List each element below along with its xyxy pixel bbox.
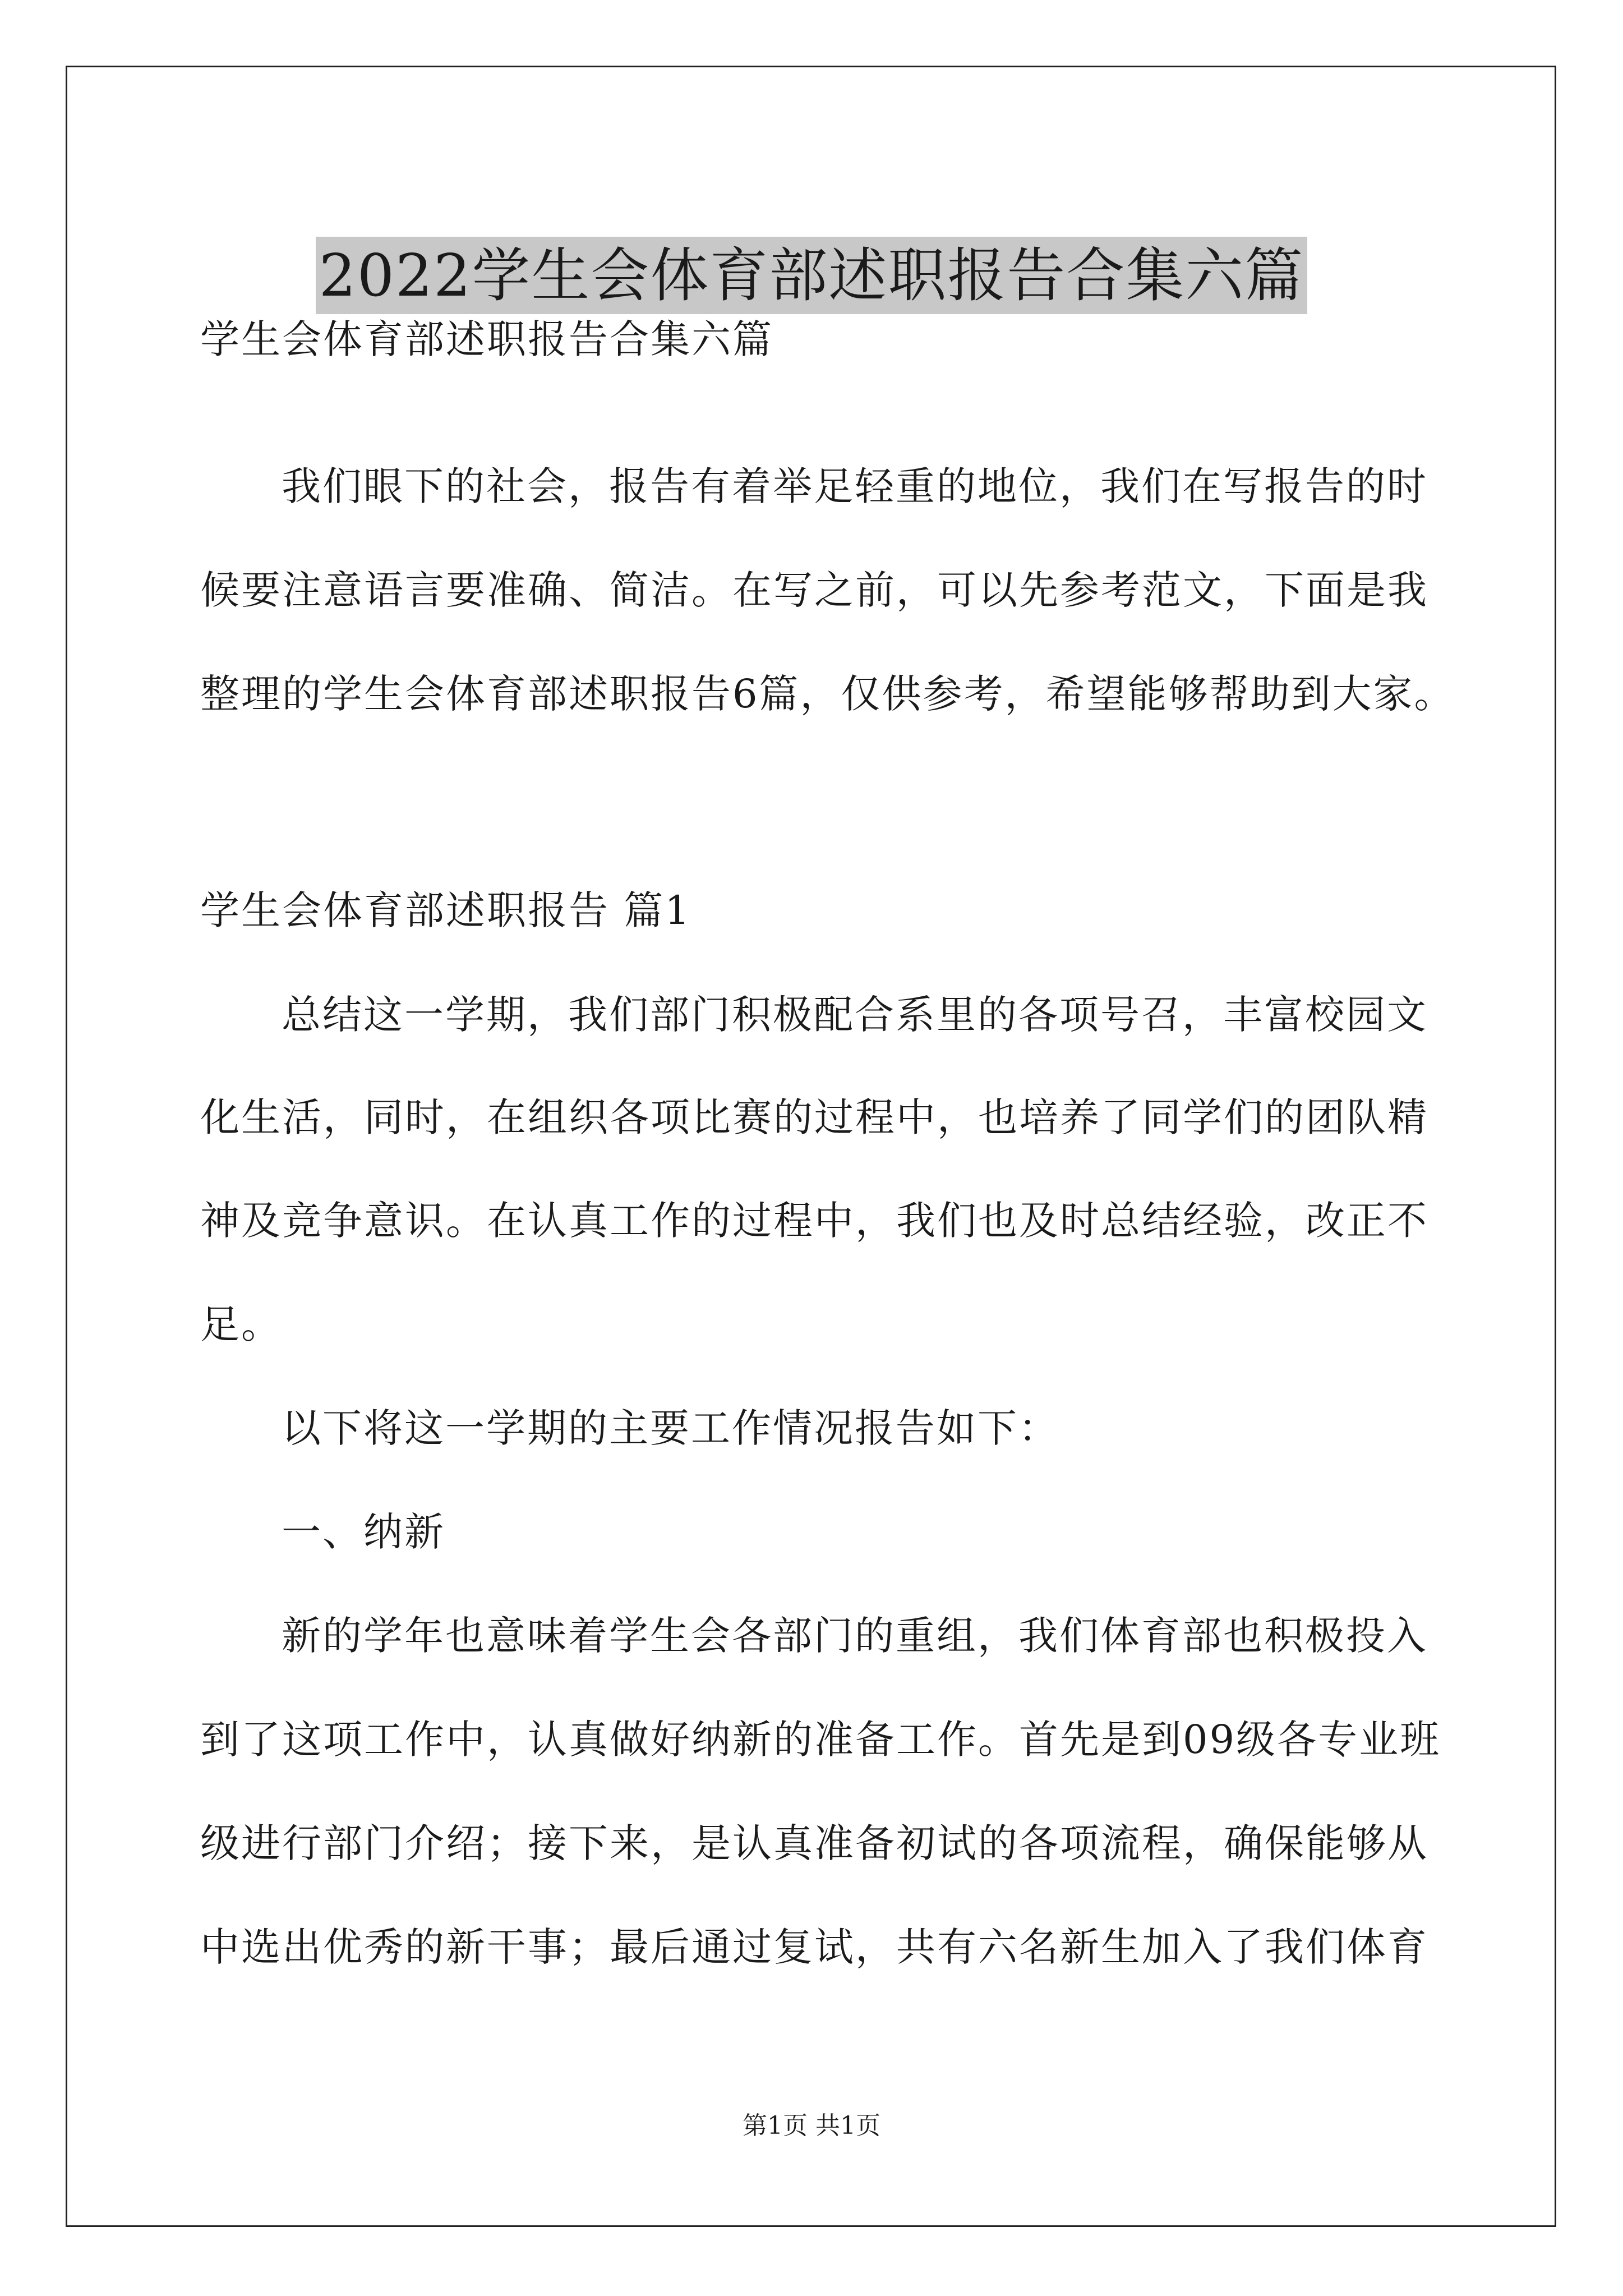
item-line-4: 中选出优秀的新干事；最后通过复试，共有六名新生加入了我们体育 bbox=[200, 1924, 1428, 1970]
intro-line-1: 我们眼下的社会，报告有着举足轻重的地位，我们在写报告的时 bbox=[282, 463, 1428, 509]
page-footer: 第1页 共1页 bbox=[743, 2111, 880, 2140]
item-heading: 一、纳新 bbox=[282, 1509, 445, 1555]
report-intro: 以下将这一学期的主要工作情况报告如下： bbox=[282, 1405, 1059, 1451]
document-subtitle: 学生会体育部述职报告合集六篇 bbox=[200, 316, 773, 362]
document-title: 2022学生会体育部述职报告合集六篇 bbox=[316, 237, 1308, 314]
summary-line-1: 总结这一学期，我们部门积极配合系里的各项号召，丰富校园文 bbox=[282, 992, 1428, 1038]
summary-line-2: 化生活，同时，在组织各项比赛的过程中，也培养了同学们的团队精 bbox=[200, 1094, 1428, 1140]
item-line-2: 到了这项工作中，认真做好纳新的准备工作。首先是到09级各专业班 bbox=[200, 1717, 1441, 1763]
item-line-1: 新的学年也意味着学生会各部门的重组，我们体育部也积极投入 bbox=[282, 1613, 1428, 1659]
intro-line-3: 整理的学生会体育部述职报告6篇，仅供参考，希望能够帮助到大家。 bbox=[200, 671, 1455, 717]
intro-line-2: 候要注意语言要准确、简洁。在写之前，可以先参考范文，下面是我 bbox=[200, 567, 1428, 613]
summary-line-4: 足。 bbox=[200, 1301, 282, 1347]
page-border bbox=[66, 66, 1556, 2227]
section-heading: 学生会体育部述职报告 篇1 bbox=[200, 887, 691, 933]
item-line-3: 级进行部门介绍；接下来，是认真准备初试的各项流程，确保能够从 bbox=[200, 1820, 1428, 1866]
summary-line-3: 神及竞争意识。在认真工作的过程中，我们也及时总结经验，改正不 bbox=[200, 1198, 1428, 1244]
